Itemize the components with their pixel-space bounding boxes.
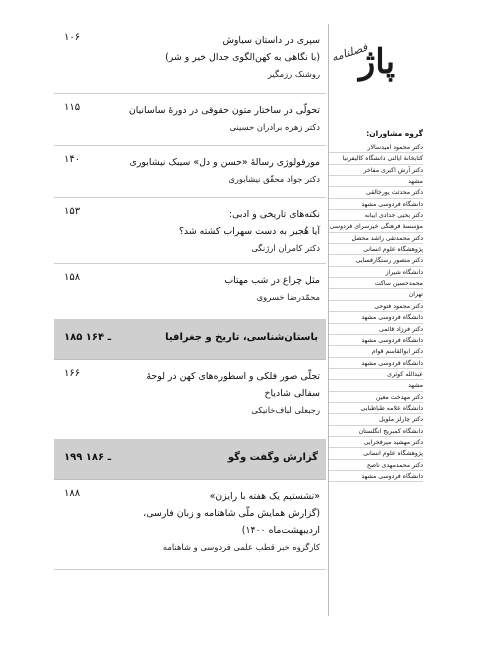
advisory-board-member: مشهد — [329, 380, 423, 391]
advisory-board-member: مؤسسهٔ فرهنگی خیرسرای فردوسی — [329, 221, 423, 232]
advisory-board-member: دکتر محمدتقی راشد محصل — [329, 233, 423, 244]
toc-entry[interactable] — [54, 146, 326, 198]
toc-entry-title: (با نگاهی به کهن‌الگوی جدال خیر و شر) — [165, 52, 320, 63]
toc-entry-title: (گزارش همایش ملّی شاهنامه و زبان فارسی، — [143, 508, 320, 519]
section-title: گزارش وگفت وگو — [227, 452, 318, 463]
toc-entry-author: دکتر کامران ارژنگی — [251, 243, 320, 253]
toc-entry-page-number: ۱۵۸ — [64, 272, 81, 283]
toc-entry[interactable] — [54, 480, 326, 570]
advisory-board-member: دکتر محمدمهدی ناصح — [329, 460, 423, 471]
advisory-board-member: دانشگاه فردوسی مشهد — [329, 199, 423, 210]
toc-section-header — [54, 440, 326, 480]
toc-entry-author: روشنک رزمگیر — [267, 69, 320, 79]
toc-entry-title: تجلّی صور فلکی و اسطوره‌های کهن در لوحهٔ — [146, 371, 320, 382]
toc-entry-title: «نشستیم یک هفته با رایزن» — [209, 491, 320, 502]
advisory-board-member: دکتر مهدخت معین — [329, 392, 423, 403]
advisory-board-title: گروه مشاوران: — [366, 129, 423, 138]
toc-entry-text — [100, 206, 320, 256]
section-title: باستان‌شناسی، تاریخ و جغرافیا — [165, 332, 318, 343]
advisory-board-member: دکتر محدثت پورخالقی — [329, 187, 423, 198]
advisory-board-member: دکتر محمود امیدسالار — [329, 142, 423, 153]
advisory-board-member: دکتر ابوالقاسم قوام — [329, 346, 423, 357]
section-page-range: ۱۹۹ ـ ۱۸۶ — [64, 452, 112, 463]
advisory-board-member: پژوهشگاه علوم انسانی — [329, 244, 423, 255]
advisory-board-member: دکتر یحیی جدادی ایبانه — [329, 210, 423, 221]
journal-logo — [329, 24, 425, 110]
toc-entry-text — [100, 154, 320, 187]
logo-title: پاژ — [358, 42, 396, 82]
toc-entry-author: کارگروه خبر قطب علمی فردوسی و شاهنامه — [162, 542, 320, 552]
toc-entry-title: مثل چراغ در شب مهتاب — [224, 275, 320, 286]
toc-entry-text — [100, 488, 320, 555]
toc-entry[interactable] — [54, 360, 326, 440]
toc-entry-title: تحولّی در ساختار متون حقوقی در دورهٔ ساسانیان — [128, 105, 320, 116]
logo-subtitle: فصلنامه — [329, 40, 370, 65]
advisory-board-member: محمدحسین ساکت — [329, 278, 423, 289]
toc-entry[interactable] — [54, 24, 326, 94]
toc-entry-page-number: ۱۵۳ — [64, 206, 81, 217]
toc-entry-text — [100, 368, 320, 418]
toc-section-header — [54, 320, 326, 360]
advisory-board-member: مشهد — [329, 176, 423, 187]
advisory-board-member: پژوهشگاه علوم انسانی — [329, 448, 423, 459]
advisory-board-member: دکتر آرش اکبری مفاخر — [329, 165, 423, 176]
advisory-board-member: کتابخانهٔ ایالتی دانشگاه کالیفرنیا — [329, 153, 423, 164]
advisory-board-member: دانشگاه کمبریج انگلستان — [329, 426, 423, 437]
toc-entry-title: مورفولوژی رسالهٔ «حسن و دل» سیبک نیشابوری — [129, 157, 320, 168]
toc-entry-page-number: ۱۶۶ — [64, 368, 81, 379]
advisory-board-member: عبدالله کوثری — [329, 369, 423, 380]
toc-entry-page-number: ۱۰۶ — [64, 32, 81, 43]
toc-entry-author: دکتر جواد محقّق نیشابوری — [228, 174, 320, 184]
toc-entry[interactable] — [54, 94, 326, 146]
advisory-board-member: دانشگاه شیراز — [329, 267, 423, 278]
section-page-range: ۱۸۵ ـ ۱۶۴ — [64, 332, 112, 343]
advisory-board-member: دکتر فرزاد قائمی — [329, 324, 423, 335]
advisory-board-list — [329, 142, 423, 482]
toc-entry-text — [100, 102, 320, 135]
advisory-board-member: دانشگاه فردوسی مشهد — [329, 358, 423, 369]
toc-entry[interactable] — [54, 264, 326, 320]
advisory-board-member: تهران — [329, 289, 423, 300]
toc-entry-author: محمّدرضا خسروی — [256, 292, 320, 302]
advisory-board-member: دکتر مهشید میرفخرایی — [329, 437, 423, 448]
advisory-board-member: دکتر چارلز ملویل — [329, 414, 423, 425]
toc-entry-title: سفالی شادیاخ — [264, 388, 320, 399]
advisory-board-member: دانشگاه فردوسی مشهد — [329, 312, 423, 323]
advisory-board-member: دانشگاه علامه طباطبایی — [329, 403, 423, 414]
toc-entry-text — [100, 272, 320, 305]
advisory-board-member: دانشگاه فردوسی مشهد — [329, 335, 423, 346]
advisory-board-member: دکتر محمود فتوحی — [329, 301, 423, 312]
advisory-board-sidebar — [328, 24, 425, 616]
toc-entry-page-number: ۱۴۰ — [64, 154, 81, 165]
advisory-board-member: دانشگاه فردوسی مشهد — [329, 471, 423, 482]
toc-entry[interactable] — [54, 198, 326, 264]
toc-entry-title: سپری در داستان سیاوش — [222, 35, 320, 46]
toc-entry-title: نکته‌های تاریخی و ادبی: — [228, 209, 320, 220]
toc-entry-text — [100, 32, 320, 82]
toc-entry-title: آیا هُجیر به دست سهراب کشته شد؟ — [178, 226, 320, 237]
table-of-contents — [54, 24, 326, 570]
advisory-board-member: دکتر منصور رستگارفسایی — [329, 255, 423, 266]
toc-entry-author: رجبعلی لباف‌خانیکی — [251, 405, 320, 415]
toc-entry-author: دکتر زهره برادران حسینی — [229, 122, 320, 132]
toc-entry-page-number: ۱۱۵ — [64, 102, 81, 113]
toc-entry-title: اردیبهشت‌ماه ۱۴۰۰) — [241, 525, 320, 536]
toc-entry-page-number: ۱۸۸ — [64, 488, 81, 499]
